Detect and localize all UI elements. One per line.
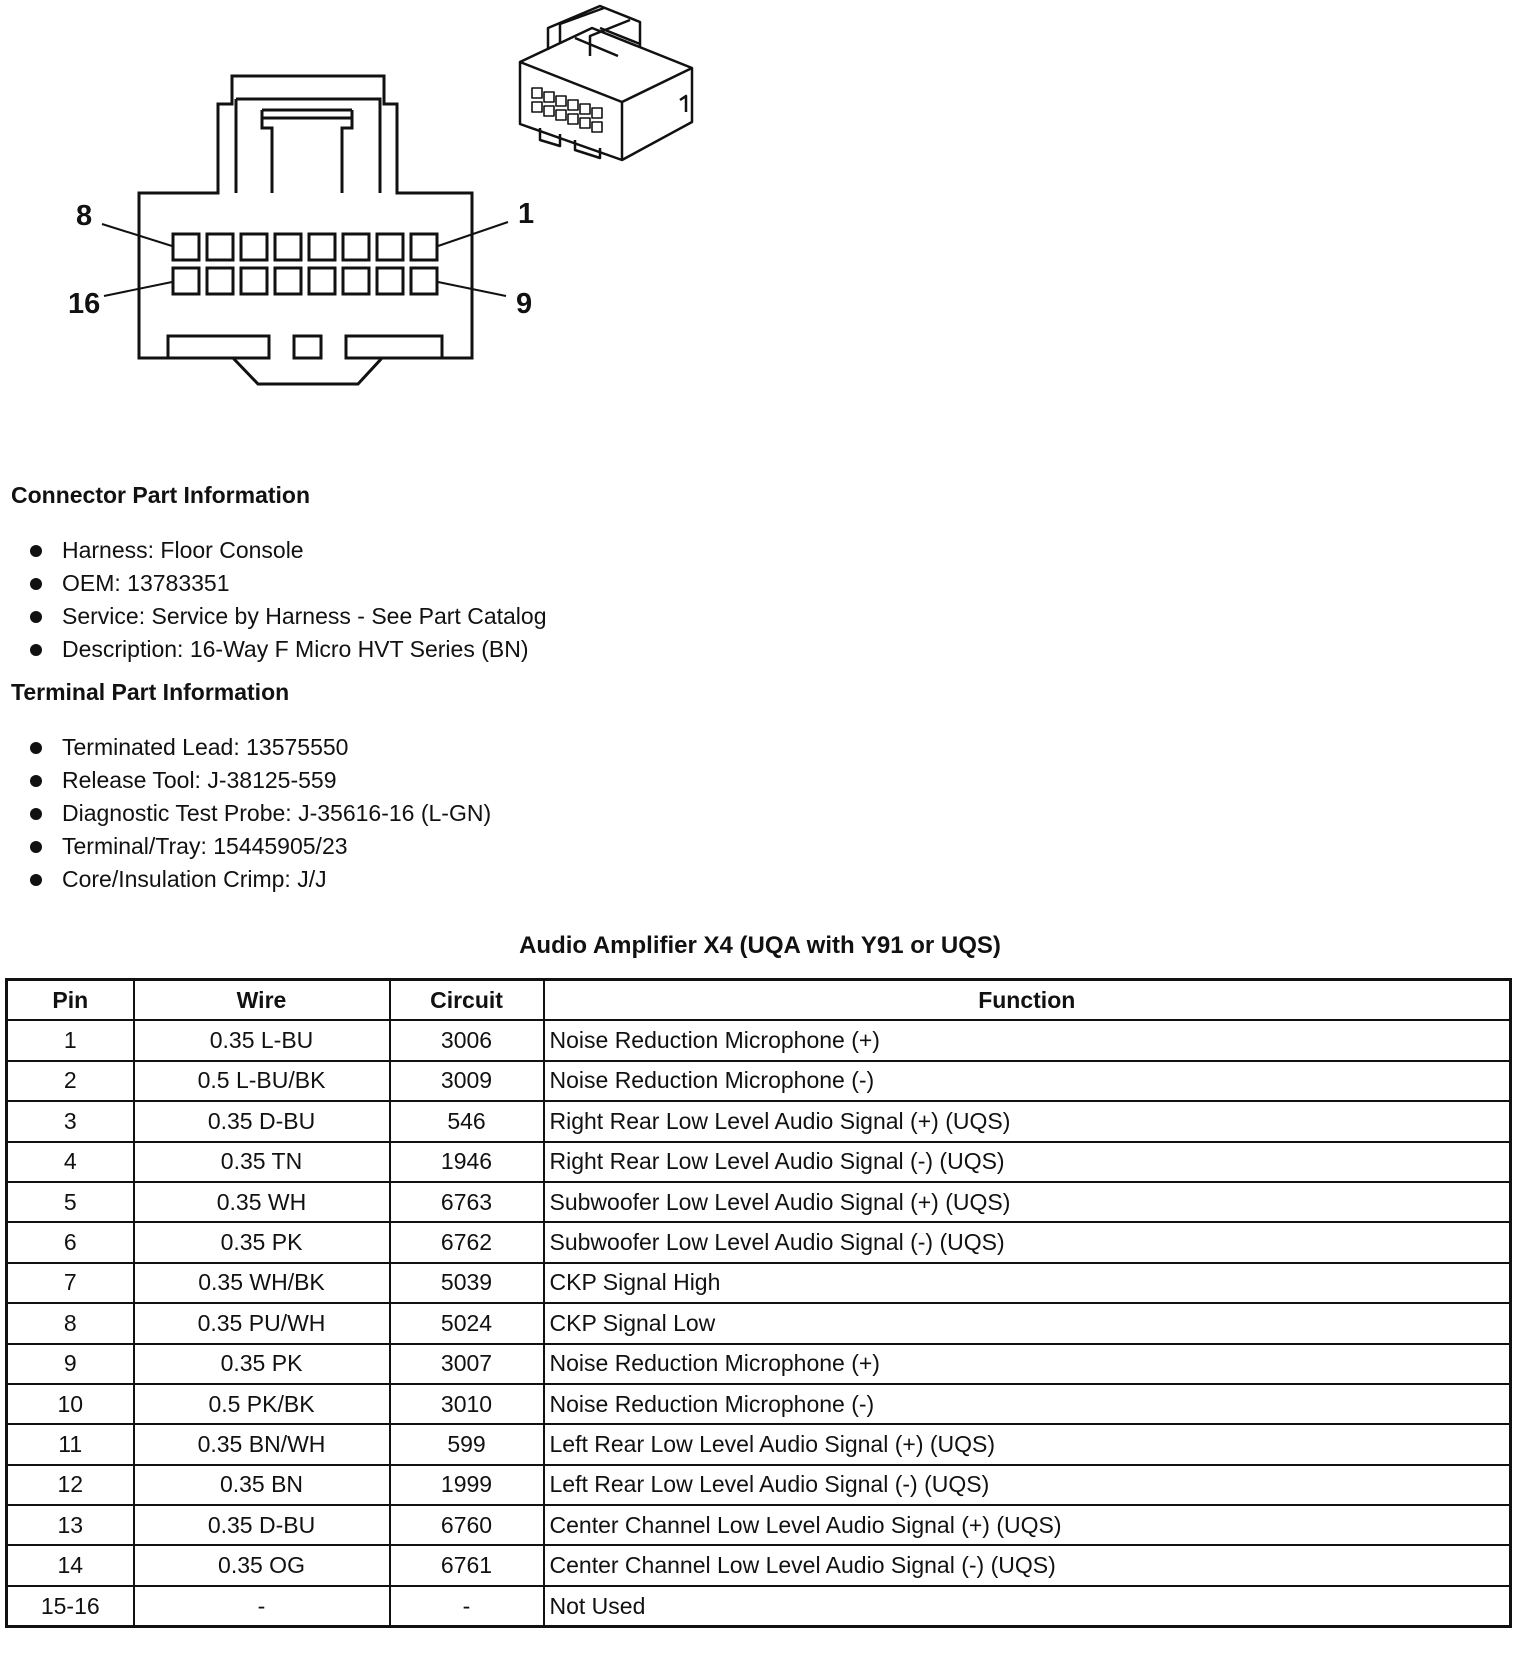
terminal-part-info-list [26,731,491,896]
bottom-key-left [168,336,269,358]
cell-function: Noise Reduction Microphone (+) [544,1020,1511,1060]
list-item: Description: 16-Way F Micro HVT Series (BN) [26,633,546,666]
cell-pin: 10 [7,1384,134,1424]
connector-3d-view [520,6,692,160]
cell-function: Noise Reduction Microphone (-) [544,1061,1511,1101]
pin-label-8: 8 [76,200,93,232]
cell-wire: 0.35 BN [134,1465,390,1505]
header-pin: Pin [7,980,134,1021]
cell-wire: 0.35 D-BU [134,1101,390,1141]
cell-circuit: 546 [390,1101,544,1141]
table-row [7,1586,1511,1627]
cell-circuit: 6763 [390,1182,544,1222]
cell-wire: 0.35 WH/BK [134,1263,390,1303]
list-item: Release Tool: J-38125-559 [26,764,491,797]
list-item: Terminal/Tray: 15445905/23 [26,830,491,863]
cell-pin: 3 [7,1101,134,1141]
cell-wire: 0.5 L-BU/BK [134,1061,390,1101]
connector-diagram [0,0,720,400]
cell-circuit: 6762 [390,1222,544,1262]
table-row [7,1061,1511,1101]
table-row [7,1263,1511,1303]
cell-wire: 0.35 PK [134,1222,390,1262]
cell-circuit: 3010 [390,1384,544,1424]
cell-function: Not Used [544,1586,1511,1627]
cell-function: Center Channel Low Level Audio Signal (+) (UQS) [544,1505,1511,1545]
cell-pin: 13 [7,1505,134,1545]
cell-pin: 14 [7,1545,134,1585]
list-item: Core/Insulation Crimp: J/J [26,863,491,896]
bottom-key-right [346,336,442,358]
table-row [7,1545,1511,1585]
table-row [7,1424,1511,1464]
list-item: Service: Service by Harness - See Part Catalog [26,600,546,633]
cell-circuit: 6760 [390,1505,544,1545]
cell-function: Center Channel Low Level Audio Signal (-) (UQS) [544,1545,1511,1585]
pin-label-1: 1 [518,198,535,230]
cell-wire: 0.35 OG [134,1545,390,1585]
cell-pin: 11 [7,1424,134,1464]
cell-wire: 0.35 WH [134,1182,390,1222]
table-row [7,1101,1511,1141]
table-row [7,1142,1511,1182]
cell-wire: - [134,1586,390,1627]
cell-wire: 0.35 BN/WH [134,1424,390,1464]
cell-circuit: 1999 [390,1465,544,1505]
table-row [7,1020,1511,1060]
cell-function: Left Rear Low Level Audio Signal (-) (UQS) [544,1465,1511,1505]
cell-wire: 0.5 PK/BK [134,1384,390,1424]
connector-face-outline [139,76,472,384]
pin-label-16: 16 [68,288,101,320]
cell-function: Noise Reduction Microphone (-) [544,1384,1511,1424]
cell-pin: 7 [7,1263,134,1303]
cell-circuit: 3009 [390,1061,544,1101]
connector-latch [236,99,380,193]
table-row [7,1344,1511,1384]
cell-circuit: 6761 [390,1545,544,1585]
cell-function: Subwoofer Low Level Audio Signal (-) (UQS) [544,1222,1511,1262]
cavity-row-bottom [173,268,437,294]
pin-label-9: 9 [516,288,533,320]
table-row [7,1465,1511,1505]
cell-function: CKP Signal Low [544,1303,1511,1343]
cell-pin: 8 [7,1303,134,1343]
cell-pin: 2 [7,1061,134,1101]
list-item: OEM: 13783351 [26,567,546,600]
cell-circuit: 3006 [390,1020,544,1060]
cell-circuit: 1946 [390,1142,544,1182]
cell-wire: 0.35 PU/WH [134,1303,390,1343]
cell-pin: 1 [7,1020,134,1060]
table-row [7,1182,1511,1222]
connector-part-info-title: Connector Part Information [11,482,311,508]
cell-wire: 0.35 L-BU [134,1020,390,1060]
cell-function: CKP Signal High [544,1263,1511,1303]
cell-pin: 15-16 [7,1586,134,1627]
table-row [7,1222,1511,1262]
cavity-row-top [173,234,437,260]
list-item: Terminated Lead: 13575550 [26,731,491,764]
cell-circuit: 599 [390,1424,544,1464]
table-header-row [7,980,1511,1021]
table-row [7,1505,1511,1545]
cell-function: Right Rear Low Level Audio Signal (+) (UQS) [544,1101,1511,1141]
connector-part-info-list [26,534,546,666]
cell-wire: 0.35 D-BU [134,1505,390,1545]
cell-function: Left Rear Low Level Audio Signal (+) (UQS) [544,1424,1511,1464]
cell-pin: 6 [7,1222,134,1262]
header-function: Function [544,980,1511,1021]
list-item: Diagnostic Test Probe: J-35616-16 (L-GN) [26,797,491,830]
cell-function: Right Rear Low Level Audio Signal (-) (UQS) [544,1142,1511,1182]
terminal-part-info-title: Terminal Part Information [11,679,290,705]
cell-function: Noise Reduction Microphone (+) [544,1344,1511,1384]
cell-pin: 4 [7,1142,134,1182]
cell-circuit: 5039 [390,1263,544,1303]
bottom-key-center [294,336,321,358]
table-row [7,1303,1511,1343]
cell-wire: 0.35 TN [134,1142,390,1182]
cell-pin: 5 [7,1182,134,1222]
cell-function: Subwoofer Low Level Audio Signal (+) (UQS) [544,1182,1511,1222]
cell-circuit: 3007 [390,1344,544,1384]
list-item: Harness: Floor Console [26,534,546,567]
header-wire: Wire [134,980,390,1021]
cell-wire: 0.35 PK [134,1344,390,1384]
cell-circuit: 5024 [390,1303,544,1343]
cell-pin: 12 [7,1465,134,1505]
table-title: Audio Amplifier X4 (UQA with Y91 or UQS) [519,932,1001,959]
cell-circuit: - [390,1586,544,1627]
header-circuit: Circuit [390,980,544,1021]
pinout-table [5,978,1512,1628]
cell-pin: 9 [7,1344,134,1384]
table-row [7,1384,1511,1424]
